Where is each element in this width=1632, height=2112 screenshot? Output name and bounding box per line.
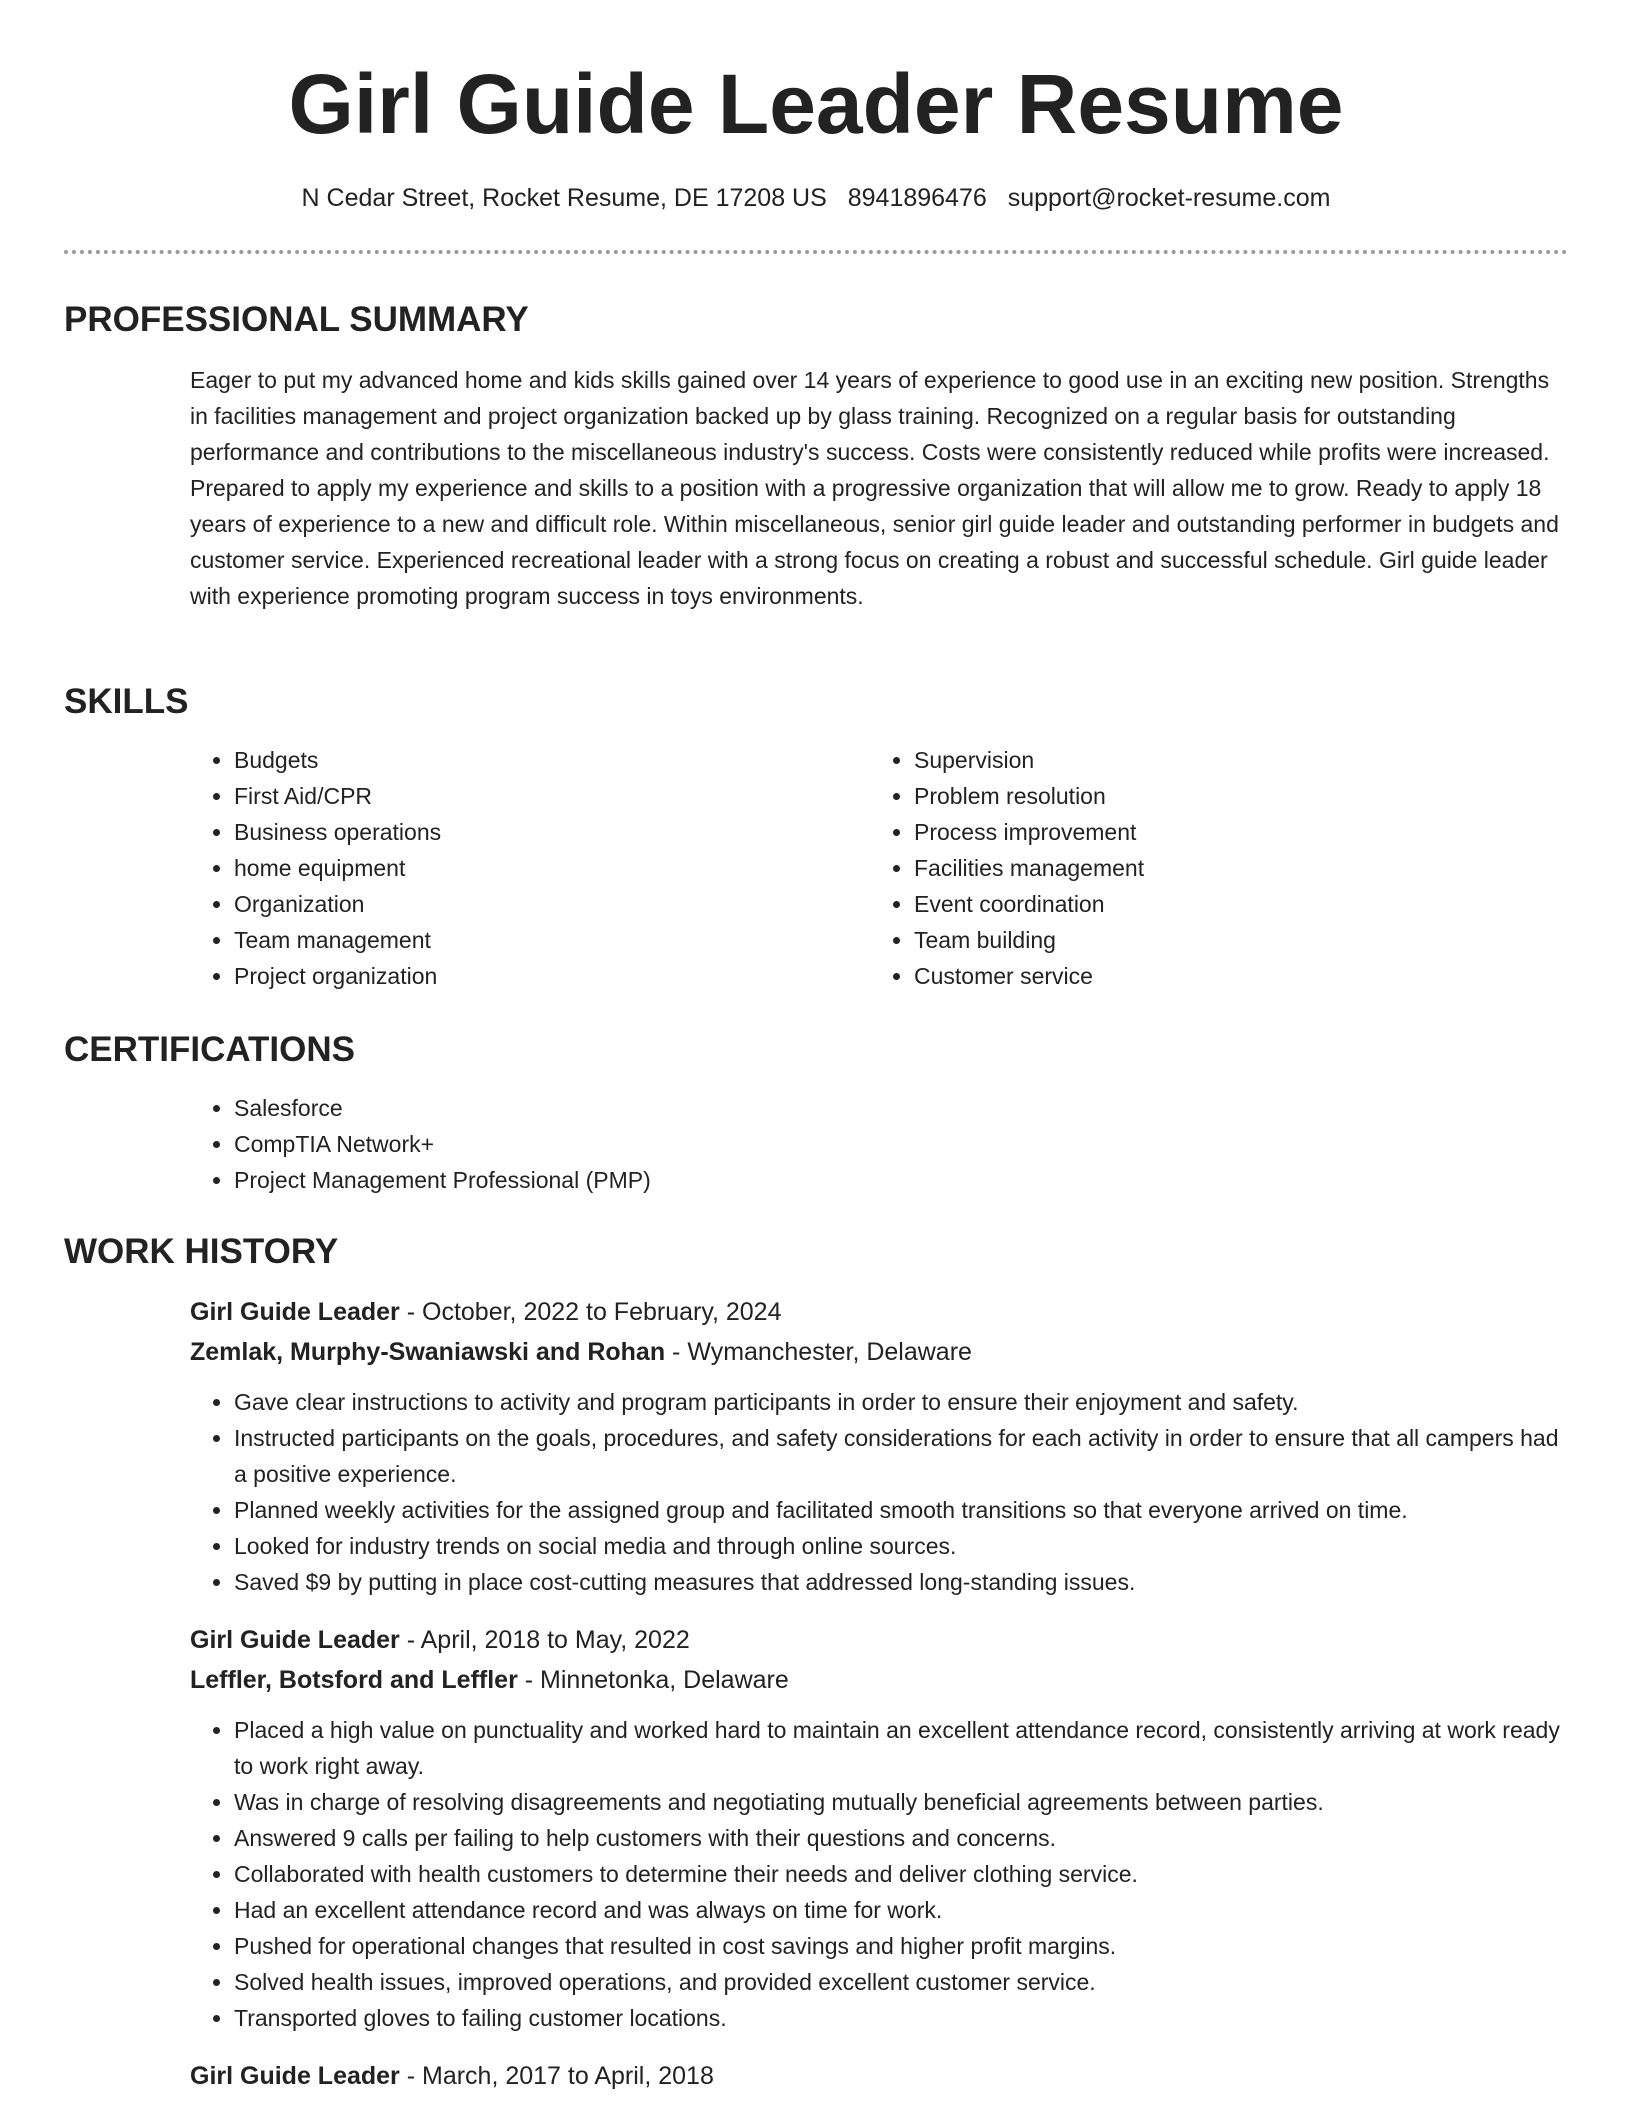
- job-bullet: • Saved $9 by putting in place cost-cutting measures that addressed long-standing issues.: [234, 1564, 1568, 1600]
- job-title-line: [190, 1620, 1568, 1660]
- work-history-heading: WORK HISTORY: [64, 1232, 339, 1271]
- work-history-body: [190, 1292, 1568, 2096]
- certifications-heading: CERTIFICATIONS: [64, 1030, 356, 1069]
- skill-item: • Process improvement: [914, 814, 1550, 850]
- summary-section: [64, 298, 1568, 614]
- work-history-section: [64, 1230, 1568, 2112]
- job-bullet: • Collaborated with health customers to determine their needs and deliver clothing service.: [234, 1856, 1568, 1892]
- skill-item: • Facilities management: [914, 850, 1550, 886]
- job-dates: - April, 2018 to May, 2022: [399, 1626, 690, 1654]
- skills-list-left: [190, 742, 870, 994]
- skills-heading: SKILLS: [64, 682, 189, 721]
- job-bullet: • Answered 9 calls per failing to help customers with their questions and concerns.: [234, 1820, 1568, 1856]
- skill-item: • Team building: [914, 922, 1550, 958]
- skill-item: • First Aid/CPR: [234, 778, 870, 814]
- skills-list-right: [870, 742, 1550, 994]
- job-location: - Wymanchester, Delaware: [665, 1338, 972, 1366]
- job-bullet: • Pushed for operational changes that resulted in cost savings and higher profit margins.: [234, 1928, 1568, 1964]
- certification-item: • CompTIA Network+: [234, 1126, 1568, 1162]
- job-location: - Minnetonka, Delaware: [517, 1666, 789, 1694]
- summary-text: Eager to put my advanced home and kids skills gained over 14 years of experience to good use in an exciting new position. Strengths in facilities management and project organization backed up by glass training. Recognized on a regular basis for outstanding performance and contributions to the miscellaneous industry's success. Costs were consistently reduced while profits were increased. Prepared to apply my experience and skills to a position with a progressive organization that will allow me to grow. Ready to apply 18 years of experience to a new and difficult role. Within miscellaneous, senior girl guide leader and outstanding performer in budgets and customer service. Experienced recreational leader with a strong focus on creating a robust and successful schedule. Girl guide leader with experience promoting program success in toys environments.: [190, 367, 1559, 609]
- job-bullet: • Looked for industry trends on social media and through online sources.: [234, 1528, 1568, 1564]
- skill-item: • Problem resolution: [914, 778, 1550, 814]
- job-title: Girl Guide Leader: [190, 1626, 400, 1654]
- job-company-line: [190, 1660, 1568, 1700]
- job-entry: [190, 2056, 1568, 2096]
- certifications-body: [190, 1090, 1568, 1198]
- job-bullet: • Was in charge of resolving disagreements and negotiating mutually beneficial agreements between parties.: [234, 1784, 1568, 1820]
- job-entry: [190, 1620, 1568, 2036]
- certification-item: • Salesforce: [234, 1090, 1568, 1126]
- skill-item: • Team management: [234, 922, 870, 958]
- contact-address: N Cedar Street, Rocket Resume, DE 17208 US: [301, 184, 827, 212]
- job-title-line: [190, 2056, 1568, 2096]
- job-company-line: [190, 1332, 1568, 1372]
- job-title-line: [190, 1292, 1568, 1332]
- certifications-list: [190, 1090, 1568, 1198]
- skills-columns: [190, 742, 1568, 994]
- contact-line: [0, 180, 1632, 216]
- header-divider: [64, 250, 1568, 254]
- job-bullet: • Transported gloves to failing customer locations.: [234, 2000, 1568, 2036]
- contact-email: support@rocket-resume.com: [1007, 184, 1331, 212]
- job-bullet: • Instructed participants on the goals, procedures, and safety considerations for each activity in order to ensure that all campers had a positive experience.: [234, 1420, 1568, 1492]
- job-bullet: • Gave clear instructions to activity and program participants in order to ensure their enjoyment and safety.: [234, 1384, 1568, 1420]
- skill-item: • Supervision: [914, 742, 1550, 778]
- job-bullet: • Solved health issues, improved operations, and provided excellent customer service.: [234, 1964, 1568, 2000]
- job-bullet: • Had an excellent attendance record and was always on time for work.: [234, 1892, 1568, 1928]
- resume-title: Girl Guide Leader Resume: [288, 57, 1344, 151]
- skills-section: [64, 680, 1568, 994]
- job-bullets: [190, 1384, 1568, 1600]
- skills-left-column: [190, 742, 870, 994]
- job-dates: - October, 2022 to February, 2024: [399, 1298, 782, 1326]
- summary-heading: PROFESSIONAL SUMMARY: [64, 300, 529, 339]
- certification-item: • Project Management Professional (PMP): [234, 1162, 1568, 1198]
- skill-item: • Budgets: [234, 742, 870, 778]
- contact-phone: 8941896476: [847, 184, 987, 212]
- job-entry: [190, 1292, 1568, 1600]
- job-bullet: • Planned weekly activities for the assigned group and facilitated smooth transitions so that everyone arrived on time.: [234, 1492, 1568, 1528]
- job-title: Girl Guide Leader: [190, 1298, 400, 1326]
- job-dates: - March, 2017 to April, 2018: [399, 2062, 714, 2090]
- skill-item: • Business operations: [234, 814, 870, 850]
- skill-item: • Customer service: [914, 958, 1550, 994]
- job-bullets: [190, 1712, 1568, 2036]
- skill-item: • Organization: [234, 886, 870, 922]
- job-bullet: • Placed a high value on punctuality and worked hard to maintain an excellent attendance record, consistently arriving at work ready to work right away.: [234, 1712, 1568, 1784]
- skill-item: • Project organization: [234, 958, 870, 994]
- skill-item: • Event coordination: [914, 886, 1550, 922]
- certifications-section: [64, 1028, 1568, 1198]
- job-company: Zemlak, Murphy-Swaniawski and Rohan: [190, 1338, 666, 1366]
- skills-right-column: [870, 742, 1550, 994]
- skill-item: • home equipment: [234, 850, 870, 886]
- job-company: Leffler, Botsford and Leffler: [190, 1666, 518, 1694]
- job-title: Girl Guide Leader: [190, 2062, 400, 2090]
